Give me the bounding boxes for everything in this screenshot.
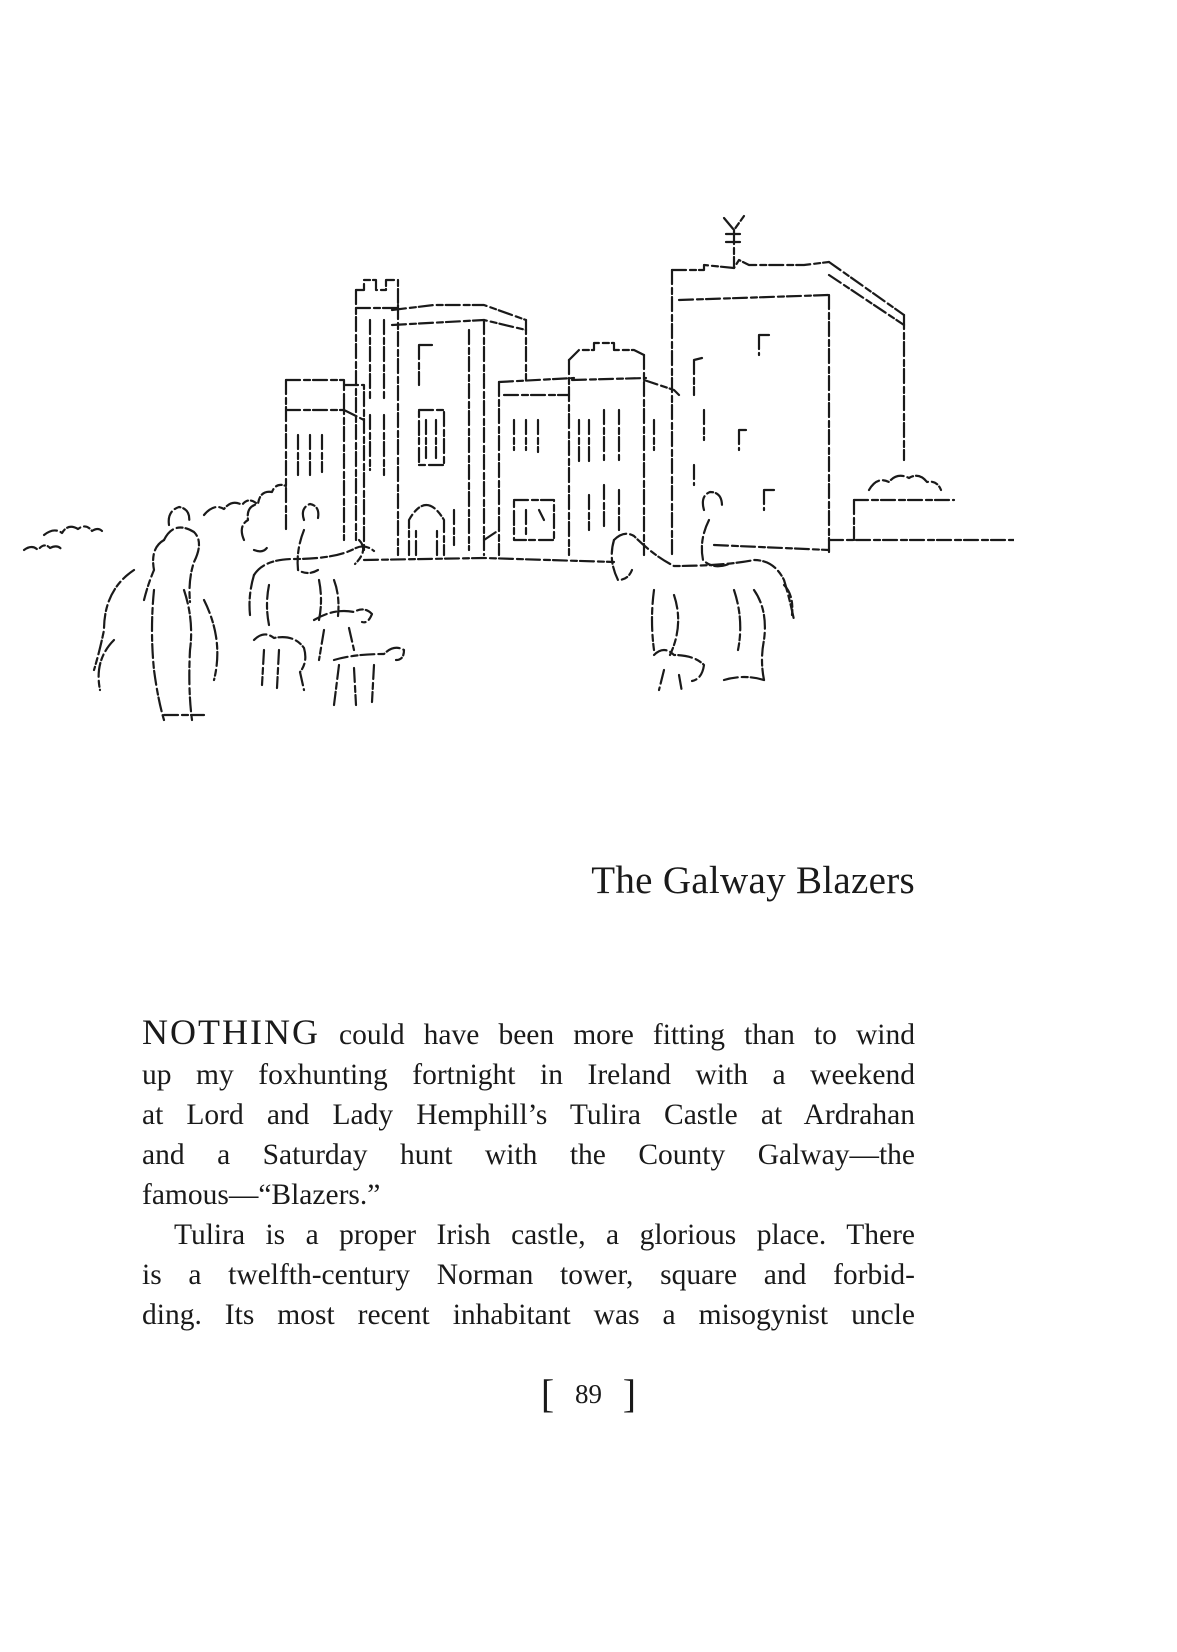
text-line-part: could have been more fitting than to wind: [319, 1019, 915, 1051]
text-line: up my foxhunting fortnight in Ireland with a weekend: [142, 1059, 915, 1091]
text-line: ding. Its most recent inhabitant was a misogynist uncle: [142, 1299, 915, 1331]
chapter-title: The Galway Blazers: [591, 859, 915, 902]
text-line: Tulira is a proper Irish castle, a glorious place. There: [174, 1219, 915, 1251]
body-text: [142, 1012, 915, 1335]
right-bracket: ]: [622, 1371, 637, 1416]
text-line: at Lord and Lady Hemphill’s Tulira Castle at Ardrahan: [142, 1099, 915, 1131]
paragraph-2: [142, 1215, 915, 1335]
castle-hunt-illustration: [14, 210, 1014, 780]
dropcap-word: NOTHING: [142, 1012, 320, 1052]
left-bracket: [: [540, 1371, 555, 1416]
castle-hunt-drawing: [14, 210, 1014, 780]
page-number: [0, 1370, 1177, 1417]
text-line: is a twelfth-century Norman tower, square and forbid-: [142, 1259, 915, 1291]
text-line: [142, 1012, 915, 1055]
paragraph-1: [142, 1012, 915, 1215]
text-line: and a Saturday hunt with the County Galway—the: [142, 1139, 915, 1171]
text-line: famous—“Blazers.”: [142, 1179, 381, 1211]
page-number-value: 89: [575, 1379, 602, 1409]
